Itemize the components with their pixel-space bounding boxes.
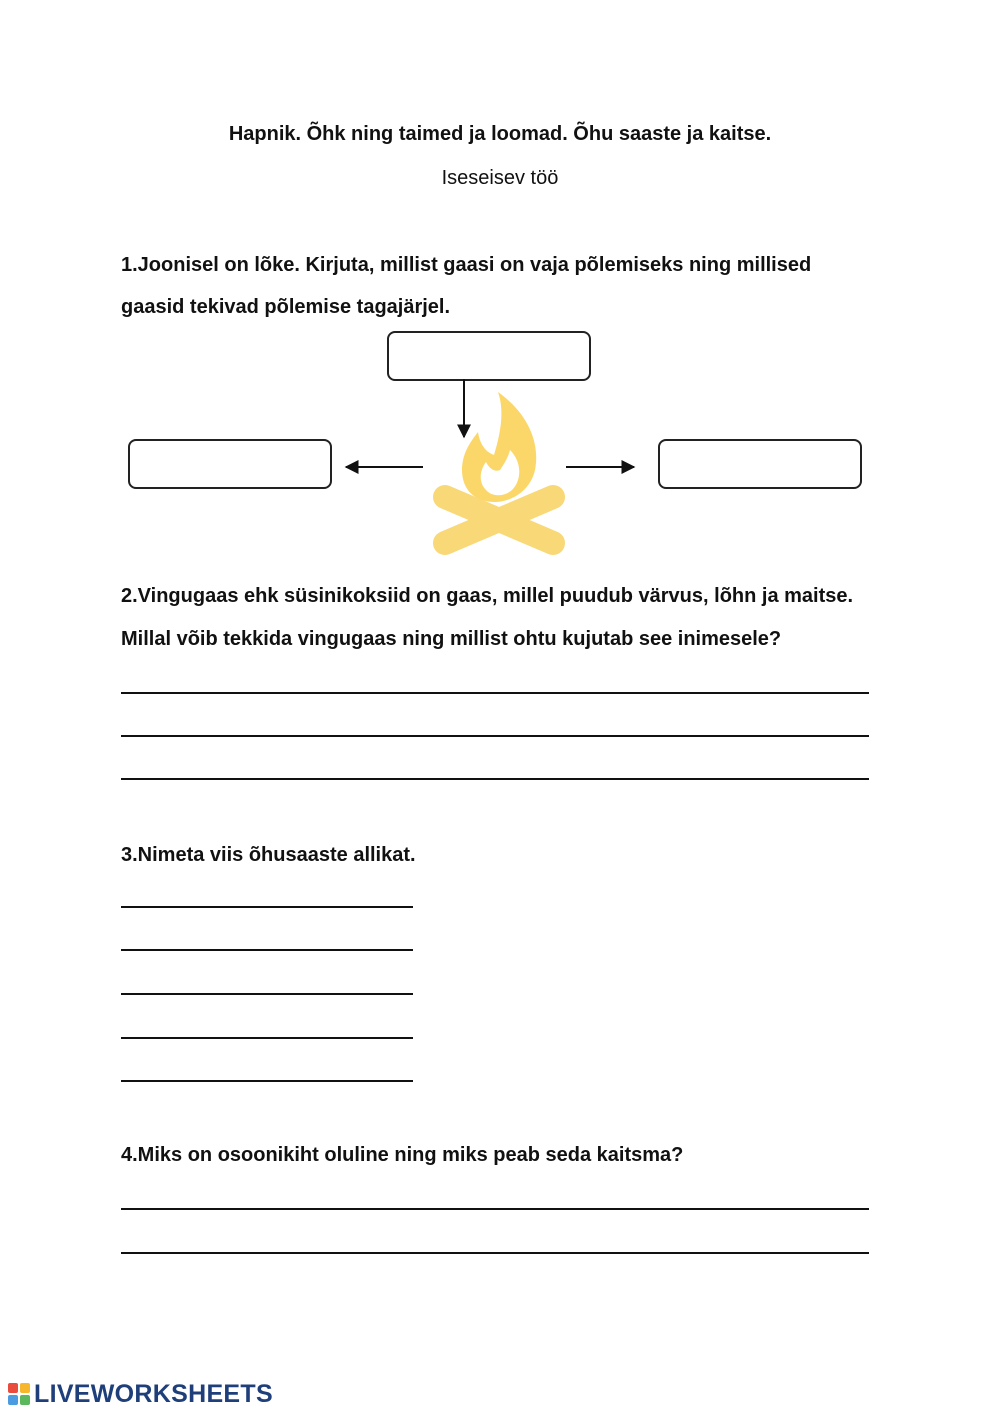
question-1-line-1: 1.Joonisel on lõke. Kirjuta, millist gaasi on vaja põlemiseks ning millised [121, 254, 812, 276]
liveworksheets-logo [8, 1380, 273, 1408]
page-title: Hapnik. Õhk ning taimed ja loomad. Õhu saaste ja kaitse. [228, 123, 772, 145]
answer-line[interactable] [121, 949, 413, 951]
answer-line[interactable] [121, 778, 869, 780]
question-1-line-2: gaasid tekivad põlemise tagajärjel. [121, 296, 451, 318]
answer-line[interactable] [121, 1037, 413, 1039]
campfire-diagram [0, 0, 1000, 600]
question-4-line-1: 4.Miks on osoonikiht oluline ning miks peab seda kaitsma? [121, 1144, 684, 1166]
question-3-line-1: 3.Nimeta viis õhusaaste allikat. [121, 844, 416, 866]
answer-line[interactable] [121, 906, 413, 908]
answer-line[interactable] [121, 735, 869, 737]
answer-line[interactable] [121, 993, 413, 995]
answer-line[interactable] [121, 1252, 869, 1254]
campfire-icon [445, 392, 553, 543]
question-2-line-2: Millal võib tekkida vingugaas ning millist ohtu kujutab see inimesele? [121, 628, 782, 650]
brand-name: LIVEWORKSHEETS [34, 1379, 273, 1408]
answer-line[interactable] [121, 1208, 869, 1210]
logo-grid-icon [8, 1383, 30, 1405]
page-subtitle: Iseseisev töö [441, 167, 559, 189]
answer-line[interactable] [121, 692, 869, 694]
question-2-line-1: 2.Vingugaas ehk süsinikoksiid on gaas, millel puudub värvus, lõhn ja maitse. [121, 585, 854, 607]
answer-line[interactable] [121, 1080, 413, 1082]
